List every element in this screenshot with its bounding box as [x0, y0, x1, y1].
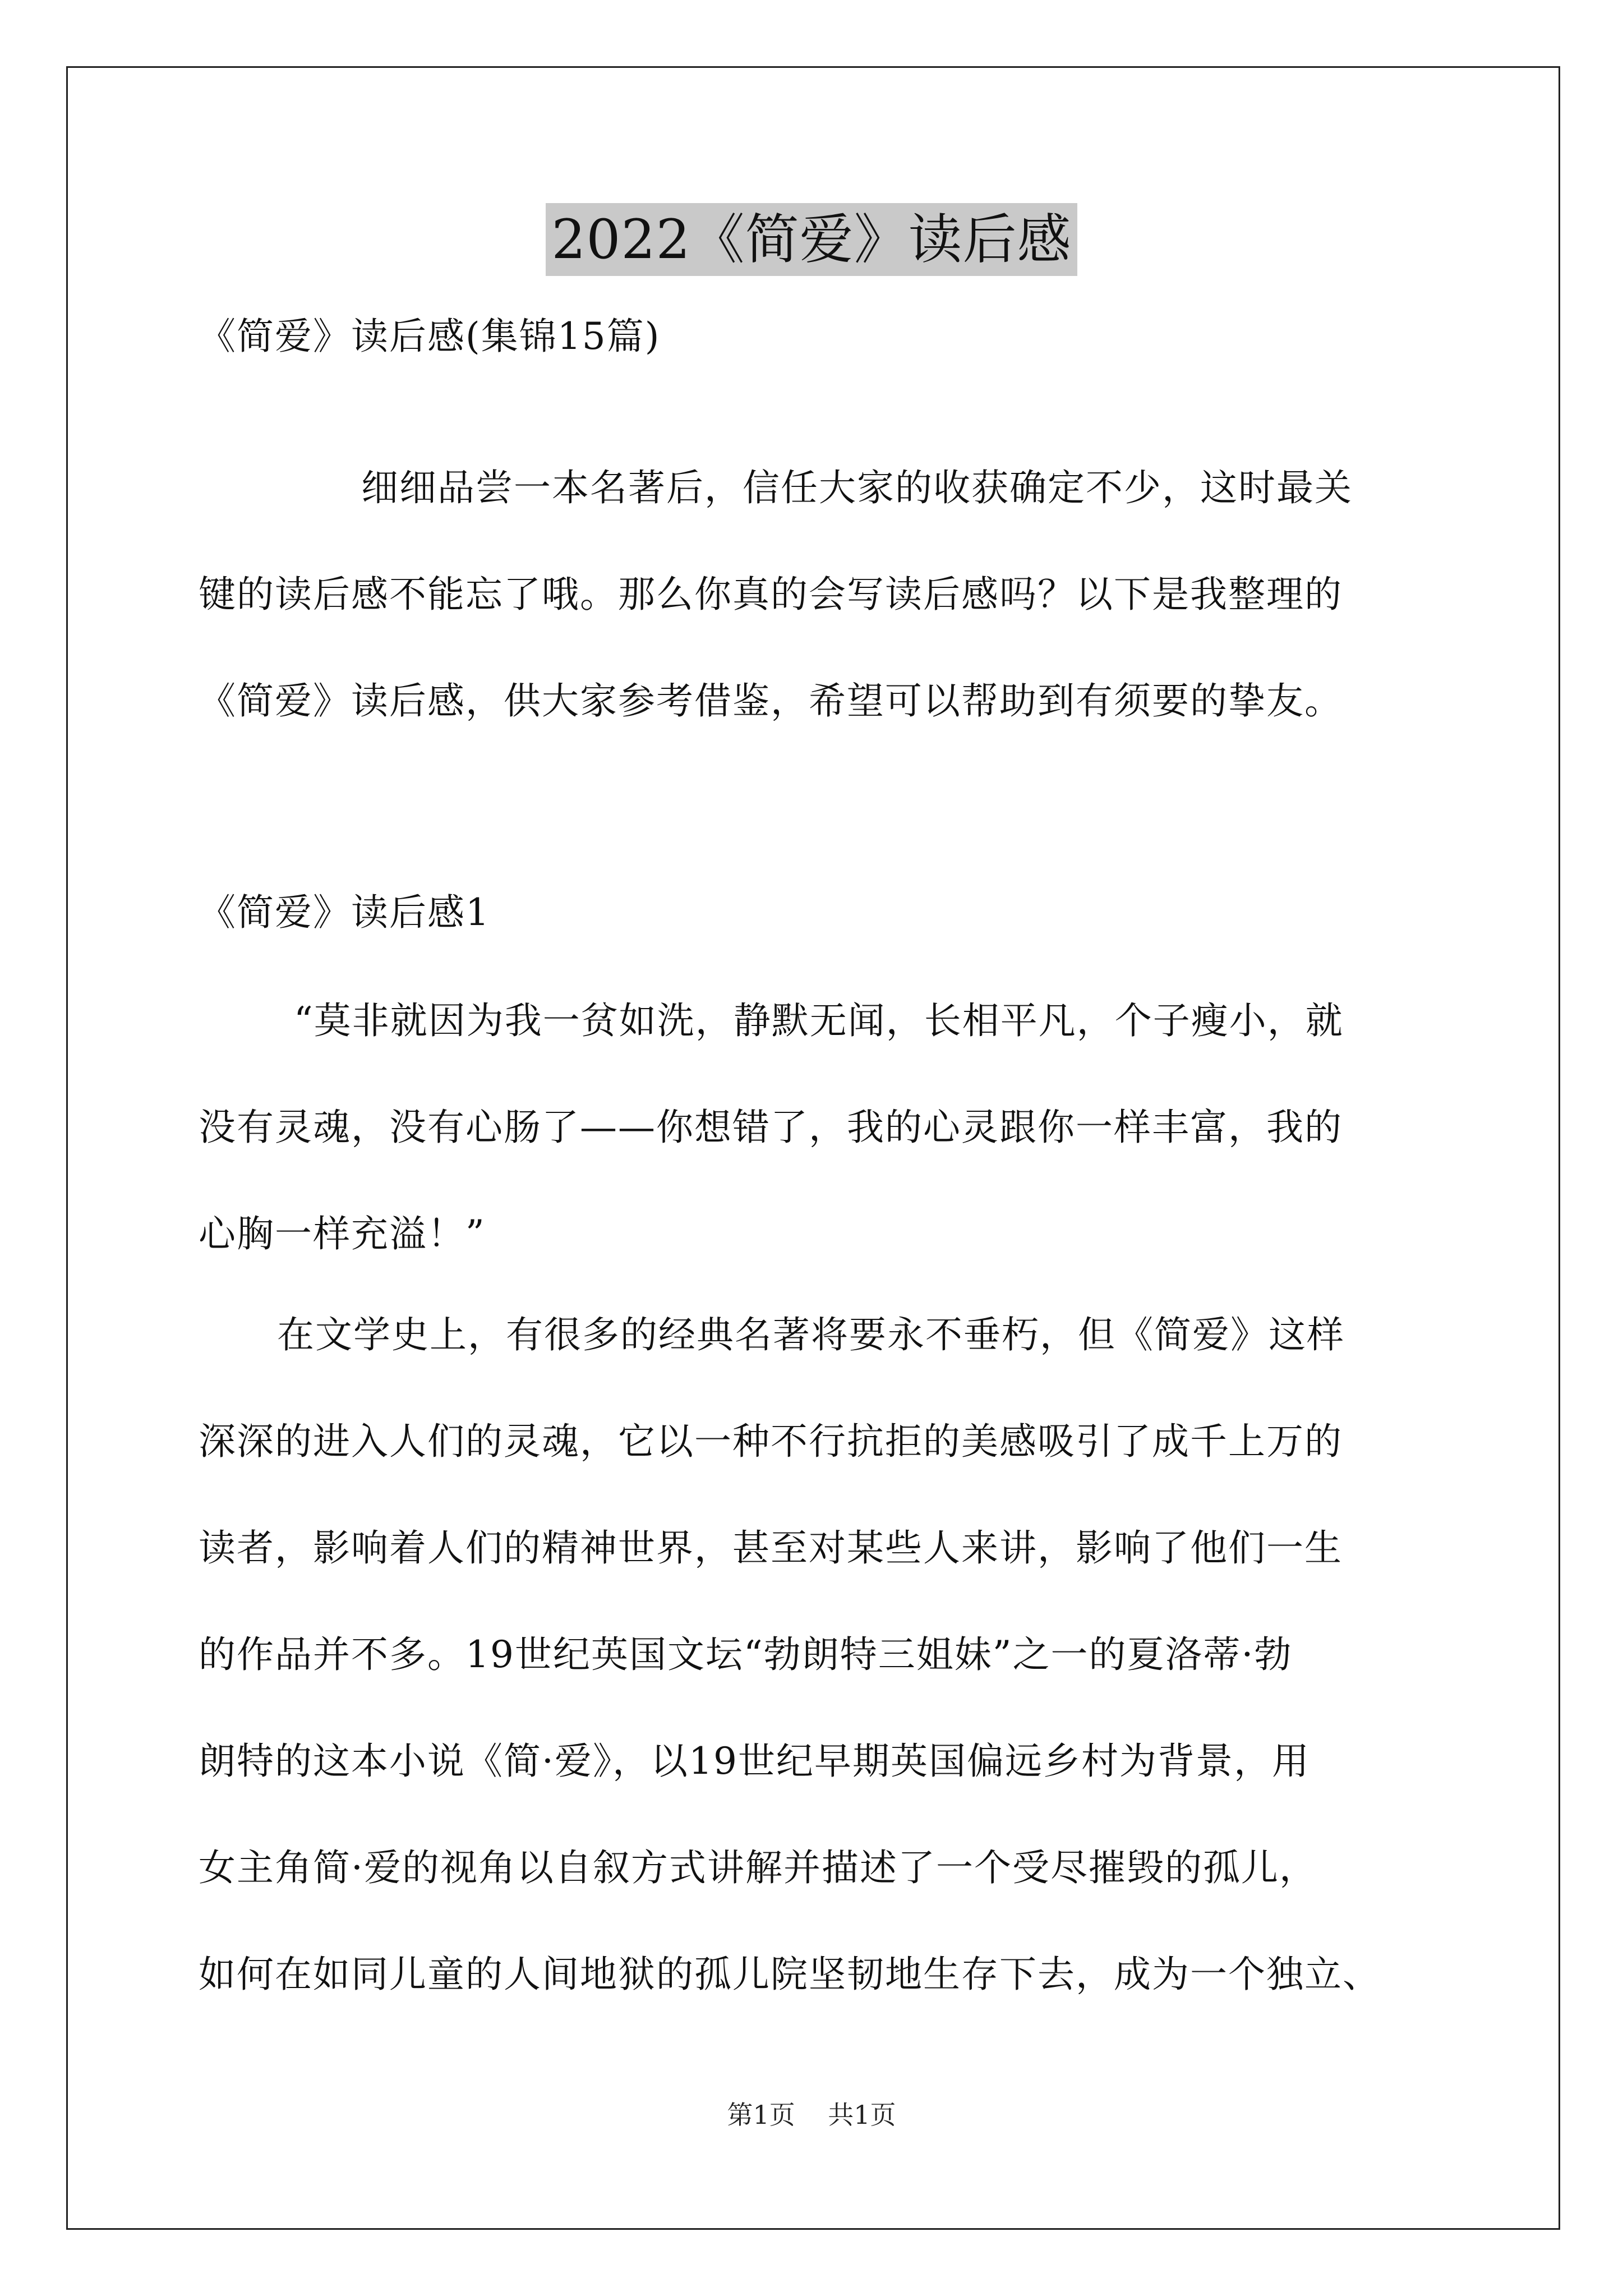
body-line: 读者，影响着人们的精神世界，甚至对某些人来讲，影响了他们一生	[199, 1526, 1343, 1570]
quote-line: “莫非就因为我一贫如洗，静默无闻，长相平凡，个子瘦小，就	[294, 999, 1344, 1042]
page-number: 第1页	[727, 2100, 795, 2130]
quote-paragraph	[199, 968, 1430, 1287]
body-line: 朗特的这本小说《简·爱》，以19世纪早期英国偏远乡村为背景，用	[199, 1740, 1310, 1783]
document-title: 2022《简爱》读后感	[546, 203, 1077, 276]
body-paragraph	[199, 1282, 1430, 2028]
body-line: 在文学史上，有很多的经典名著将要永不垂朽，但《简爱》这样	[277, 1313, 1345, 1356]
document-subtitle: 《简爱》读后感(集锦15篇)	[199, 315, 661, 358]
page-footer	[0, 2098, 1623, 2132]
quote-line: 没有灵魂，没有心肠了——你想错了，我的心灵跟你一样丰富，我的	[199, 1106, 1343, 1149]
intro-line: 《简爱》读后感，供大家参考借鉴，希望可以帮助到有须要的挚友。	[199, 679, 1343, 723]
body-line: 的作品并不多。19世纪英国文坛“勃朗特三姐妹”之一的夏洛蒂·勃	[199, 1633, 1293, 1676]
section-heading: 《简爱》读后感1	[199, 891, 490, 934]
body-line: 深深的进入人们的灵魂，它以一种不行抗拒的美感吸引了成千上万的	[199, 1420, 1343, 1463]
body-line: 如何在如同儿童的人间地狱的孤儿院坚韧地生存下去，成为一个独立、	[199, 1953, 1381, 1996]
title-container	[0, 203, 1623, 276]
page-total: 共1页	[828, 2100, 896, 2130]
quote-line: 心胸一样充溢！”	[199, 1212, 486, 1255]
body-line: 女主角简·爱的视角以自叙方式讲解并描述了一个受尽摧毁的孤儿，	[199, 1846, 1317, 1889]
intro-line: 键的读后感不能忘了哦。那么你真的会写读后感吗？以下是我整理的	[199, 573, 1343, 616]
intro-paragraph	[199, 435, 1430, 754]
intro-line: 细细品尝一本名著后，信任大家的收获确定不少，这时最关	[361, 466, 1353, 509]
